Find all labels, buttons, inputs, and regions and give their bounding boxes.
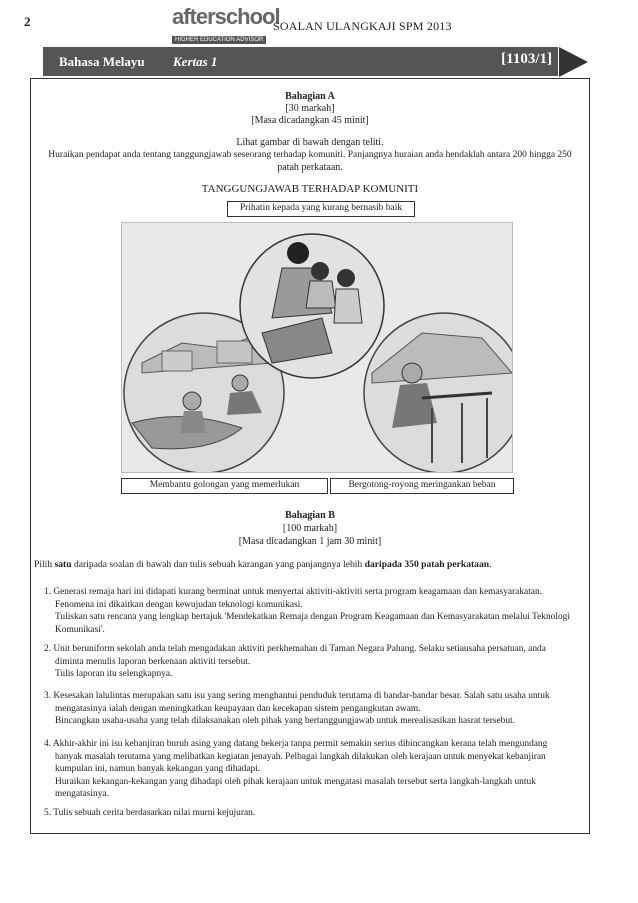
- illustration-svg: [122, 223, 512, 472]
- gotong-royong-circle: [364, 313, 512, 472]
- intro-mid: daripada soalan di bawah dan tulis sebuah karangan yang panjangnya lebih: [71, 559, 365, 570]
- community-illustration: [121, 222, 513, 473]
- q3-line: 3. Kesesakan lalulintas merupakan satu isu yang sering menghantui penduduk terutama di bandar-bandar besar. Salah satu usaha untuk: [44, 691, 550, 701]
- afterschool-logo: [172, 4, 280, 43]
- subject-name: Bahasa Melayu: [59, 54, 145, 69]
- q4-line: banyak masalah terutama yang melibatkan kegiatan jenayah. Pelbagai langkah dilakukan oleh kerajaan untuk menyekat kebanjiran: [55, 751, 546, 762]
- label-left: Membantu golongan yang memerlukan: [121, 478, 328, 494]
- question-1: [44, 586, 584, 636]
- question-2: [44, 643, 584, 681]
- intro-bold-2: daripada 350 patah perkataan: [364, 559, 490, 570]
- q4-line: kumpulan ini, namun banyak kekangan yang dihadapi.: [55, 764, 261, 775]
- q2-line: diminta menulis laporan berkenaan aktiviti tersebut.: [55, 656, 251, 667]
- section-a-instruction-2a: Huraikan pendapat anda tentang tanggungjawab seseorang terhadap komuniti. Panjangnya huraian anda hendaklah antara 200 hingga 250: [48, 150, 572, 160]
- header-title: SOALAN ULANGKAJI SPM 2013: [273, 19, 452, 33]
- topic-title: TANGGUNGJAWAB TERHADAP KOMUNITI: [201, 183, 419, 195]
- page-number: 2: [24, 14, 31, 29]
- question-3: [44, 690, 584, 728]
- q1-line: Fenomena ini dikaitkan dengan kewujudan teknologi komunikasi.: [55, 599, 303, 610]
- question-4: [44, 738, 584, 801]
- q1-line: Komunikasi'.: [55, 624, 105, 635]
- logo-brand: afterschool: [172, 4, 280, 29]
- intro-pre: Pilih: [34, 559, 55, 570]
- section-a-instruction-1: Lihat gambar di bawah dengan teliti.: [236, 137, 384, 148]
- paper-name: Kertas 1: [173, 54, 218, 69]
- section-b-marks: [100 markah]: [282, 523, 338, 534]
- q2-line: 2. Unit beruniform sekolah anda telah mengadakan aktiviti perkhemahan di Taman Negara Pahang. Selaku setiausaha persatuan, anda: [44, 644, 546, 654]
- logo-tagline: HIGHER EDUCATION ADVISOR: [172, 36, 266, 44]
- question-5: [44, 807, 584, 820]
- section-a-marks: [30 markah]: [285, 103, 335, 114]
- caring-circle: [240, 234, 384, 378]
- q1-line: Tuliskan satu rencana yang lengkap bertajuk 'Mendekatkan Remaja dengan Program Keagamaan dan Kemasyarakatan melalui Teknologi: [55, 612, 570, 623]
- label-right: Bergotong-royong meringankan beban: [330, 478, 514, 494]
- q3-line: mengatasinya ialah dengan meningkatkan keupayaan dan kecekapan sistem pengangkutan awam.: [55, 703, 421, 714]
- q4-line: 4. Akhir-akhir ini isu kebanjiran buruh asing yang datang bekerja tanpa permit semakin serius dibincangkan kerana telah mengundang: [44, 739, 548, 749]
- paper-code: [1103/1]: [501, 51, 552, 67]
- q4-line: mengatasinya.: [55, 789, 109, 800]
- section-a-time: [Masa dicadangkan 45 minit]: [251, 115, 369, 126]
- q1-line: 1. Generasi remaja hari ini didapati kurang berminat untuk menyertai aktiviti-aktiviti serta program keagamaan dan kemasyarakatan.: [44, 587, 542, 597]
- paper-banner: [43, 47, 558, 76]
- section-a-instruction-2b: patah perkataan.: [277, 162, 343, 173]
- section-a-title: Bahagian A: [285, 91, 335, 102]
- label-top: Prihatin kepada yang kurang bernasib baik: [227, 201, 415, 217]
- q5-line: 5. Tulis sebuah cerita berdasarkan nilai murni kejujuran.: [44, 808, 256, 818]
- section-b-time: [Masa dicadangkan 1 jam 30 minit]: [238, 536, 382, 547]
- section-b-intro: [34, 559, 492, 570]
- intro-bold-1: satu: [54, 559, 72, 570]
- intro-end: .: [489, 559, 492, 570]
- section-b-title: Bahagian B: [285, 510, 335, 521]
- q4-line: Huraikan kekangan-kekangan yang dihadapi oleh pihak kerajaan untuk mengatasi masalah tersebut serta langkah-langkah untuk: [55, 776, 536, 787]
- q3-line: Bincangkan usaha-usaha yang telah dilaksanakan oleh pihak yang bertanggungjawab untuk merealisasikan hasrat tersebut.: [55, 716, 516, 727]
- arrow-right-icon: [559, 47, 588, 77]
- q2-line: Tulis laporan itu selengkapnya.: [55, 669, 173, 680]
